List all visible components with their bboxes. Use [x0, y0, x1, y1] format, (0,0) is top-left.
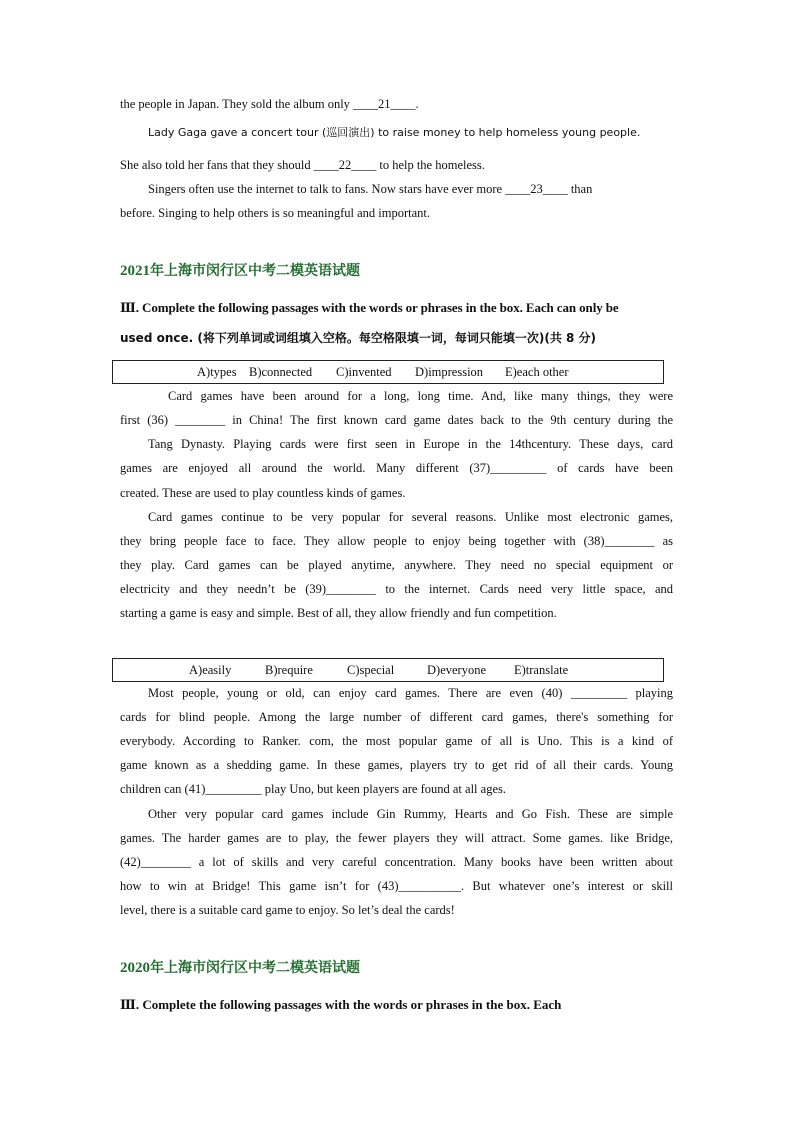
instruction-line: Ⅲ. Complete the following passages with the words or phrases in the box. Each: [120, 997, 562, 1012]
paragraph-line: they bring people face to face. They allow people to enjoy being together with (38)________ as: [120, 534, 673, 548]
section-heading-2020: [120, 957, 360, 977]
paragraph-line: first (36) ________ in China! The first known card game dates back to the 9th century during the: [120, 413, 673, 427]
paragraph-line: they play. Card games can be played anytime, anywhere. They need no special equipment or: [120, 558, 673, 572]
text-line-content: Lady Gaga gave a concert tour (巡回演出) to raise money to help homeless young people.: [148, 126, 641, 139]
heading-title: 年上海市闵行区中考二模英语试题: [150, 960, 360, 976]
paragraph-line: (42)________ a lot of skills and very careful concentration. Many books have been written about: [120, 855, 673, 869]
heading-year: 2021: [120, 263, 150, 279]
word-option: E)translate: [514, 663, 569, 677]
text-line: She also told her fans that they should ____22____ to help the homeless.: [120, 158, 485, 172]
word-option: B)connected: [249, 365, 313, 379]
paragraph-line: Tang Dynasty. Playing cards were first seen in Europe in the 14thcentury. These days, card: [148, 437, 673, 451]
word-option: A)types: [197, 365, 237, 379]
paragraph-line: how to win at Bridge! This game isn’t for (43)__________. But whatever one’s interest or skill: [120, 879, 673, 893]
word-box-1: [112, 360, 664, 384]
text-line: Singers often use the internet to talk to fans. Now stars have ever more ____23____ than: [148, 182, 593, 196]
word-option: D)impression: [415, 365, 484, 379]
instruction-text: used once. (将下列单词或词组填入空格。每空格限填一词，每词只能填一次)(共 8 分): [120, 331, 597, 345]
paragraph-line: games. The harder games are to play, the fewer players they will attract. Some games. like Bridge,: [120, 831, 673, 845]
heading-year: 2020: [120, 960, 150, 976]
instruction-line: [120, 330, 673, 346]
paragraph-line: cards for blind people. Among the large number of different card games, there's something for: [120, 710, 673, 724]
paragraph-line: electricity and they needn’t be (39)________ to the internet. Cards need very little space, and: [120, 582, 673, 596]
instruction-line: Ⅲ. Complete the following passages with the words or phrases in the box. Each can only be: [120, 300, 619, 315]
paragraph-line: Most people, young or old, can enjoy card games. There are even (40) _________ playing: [148, 686, 673, 700]
word-option: A)easily: [189, 663, 232, 677]
word-option: E)each other: [505, 365, 569, 379]
text-line: before. Singing to help others is so meaningful and important.: [120, 206, 431, 220]
word-box-2: [112, 658, 664, 682]
heading-title: 年上海市闵行区中考二模英语试题: [150, 263, 360, 279]
paragraph-line: games are enjoyed all around the world. Many different (37)_________ of cards have been: [120, 461, 673, 475]
paragraph-line: Other very popular card games include Gin Rummy, Hearts and Go Fish. These are simple: [148, 807, 673, 821]
word-option: D)everyone: [427, 663, 486, 677]
text-line: the people in Japan. They sold the album only ____21____.: [120, 97, 419, 111]
paragraph-line: everybody. According to Ranker. com, the most popular game of all is Uno. This is a kind of: [120, 734, 673, 748]
word-option: B)require: [265, 663, 313, 677]
paragraph-line: game known as a shedding game. In these games, players try to get rid of all their cards. Young: [120, 758, 673, 772]
text-line: [120, 124, 673, 141]
paragraph-line: starting a game is easy and simple. Best of all, they allow friendly and fun competition.: [120, 606, 557, 620]
word-option: C)invented: [336, 365, 392, 379]
paragraph-line: Card games continue to be very popular for several reasons. Unlike most electronic games,: [148, 510, 673, 524]
section-heading-2021: [120, 260, 360, 280]
paragraph-line: Card games have been around for a long, long time. And, like many things, they were: [168, 389, 673, 403]
paragraph-line: level, there is a suitable card game to enjoy. So let’s deal the cards!: [120, 903, 455, 917]
paragraph-line: created. These are used to play countless kinds of games.: [120, 486, 406, 500]
word-option: C)special: [347, 663, 395, 677]
paragraph-line: children can (41)_________ play Uno, but keen players are found at all ages.: [120, 782, 506, 796]
